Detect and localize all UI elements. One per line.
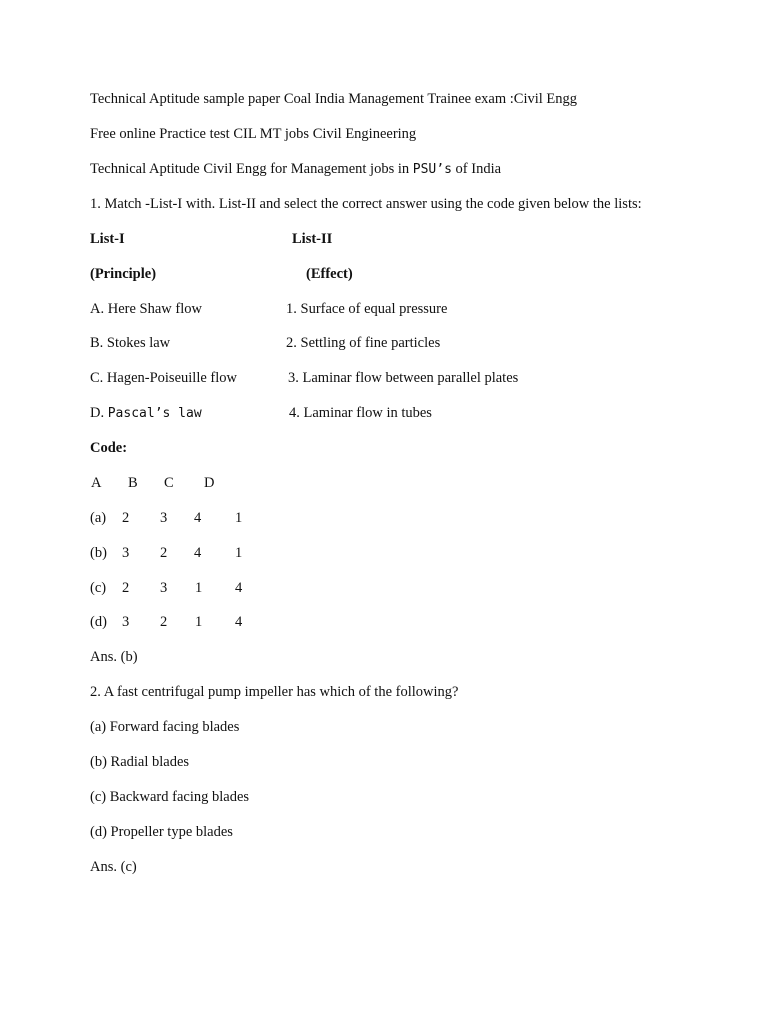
code-header-d: D	[204, 475, 215, 491]
list2-item: 3. Laminar flow between parallel plates	[288, 370, 519, 386]
q2-option-d: (d) Propeller type blades	[90, 824, 233, 840]
option-value: 4	[235, 614, 243, 630]
option-value: 2	[122, 580, 130, 596]
list1-item: C. Hagen-Poiseuille flow	[90, 370, 237, 386]
q2-option-b: (b) Radial blades	[90, 754, 190, 770]
question-2-text: 2. A fast centrifugal pump impeller has which of the following?	[90, 684, 459, 700]
doc-subtitle-line: Free online Practice test CIL MT jobs Civil Engineering	[90, 126, 417, 142]
option-value: 3	[122, 545, 130, 561]
list1-heading: List-I	[90, 231, 125, 247]
option-value: 1	[235, 545, 243, 561]
option-value: 4	[235, 580, 243, 596]
answer-1: Ans. (b)	[90, 649, 138, 665]
option-label: (d)	[90, 614, 107, 630]
list1-item: B. Stokes law	[90, 335, 171, 351]
option-value: 3	[160, 580, 168, 596]
option-value: 4	[194, 510, 202, 526]
option-value: 3	[160, 510, 168, 526]
code-header-b: B	[128, 475, 138, 491]
list2-item: 1. Surface of equal pressure	[286, 301, 448, 317]
option-value: 2	[160, 614, 168, 630]
list1-item: A. Here Shaw flow	[90, 301, 202, 317]
q2-option-c: (c) Backward facing blades	[90, 789, 250, 805]
doc-subtitle-line-2	[90, 160, 501, 179]
list2-item: 4. Laminar flow in tubes	[289, 405, 432, 421]
option-value: 1	[195, 614, 203, 630]
text-segment: D.	[90, 405, 108, 421]
option-value: 1	[235, 510, 243, 526]
psu-text: PSU’s	[412, 162, 452, 177]
answer-2: Ans. (c)	[90, 859, 137, 875]
list1-subheading: (Principle)	[90, 266, 157, 282]
list2-item: 2. Settling of fine particles	[286, 335, 441, 351]
doc-title-line: Technical Aptitude sample paper Coal India Management Trainee exam :Civil Engg	[90, 91, 578, 107]
code-header-c: C	[164, 475, 174, 491]
option-value: 3	[122, 614, 130, 630]
list2-heading: List-II	[292, 231, 333, 247]
option-value: 2	[122, 510, 130, 526]
list2-subheading: (Effect)	[306, 266, 353, 282]
option-value: 1	[195, 580, 203, 596]
text-segment: of India	[451, 161, 502, 177]
code-header-a: A	[91, 475, 102, 491]
option-value: 2	[160, 545, 168, 561]
list1-item	[90, 404, 202, 423]
option-label: (c)	[90, 580, 107, 596]
pascal-law-text: Pascal’s law	[107, 406, 202, 421]
q2-option-a: (a) Forward facing blades	[90, 719, 240, 735]
option-label: (b)	[90, 545, 107, 561]
question-1-text: 1. Match -List-I with. List-II and select the correct answer using the code given below the lists:	[90, 196, 642, 212]
text-segment: Technical Aptitude Civil Engg for Management jobs in	[90, 161, 413, 177]
option-value: 4	[194, 545, 202, 561]
code-label: Code:	[90, 440, 128, 456]
option-label: (a)	[90, 510, 107, 526]
